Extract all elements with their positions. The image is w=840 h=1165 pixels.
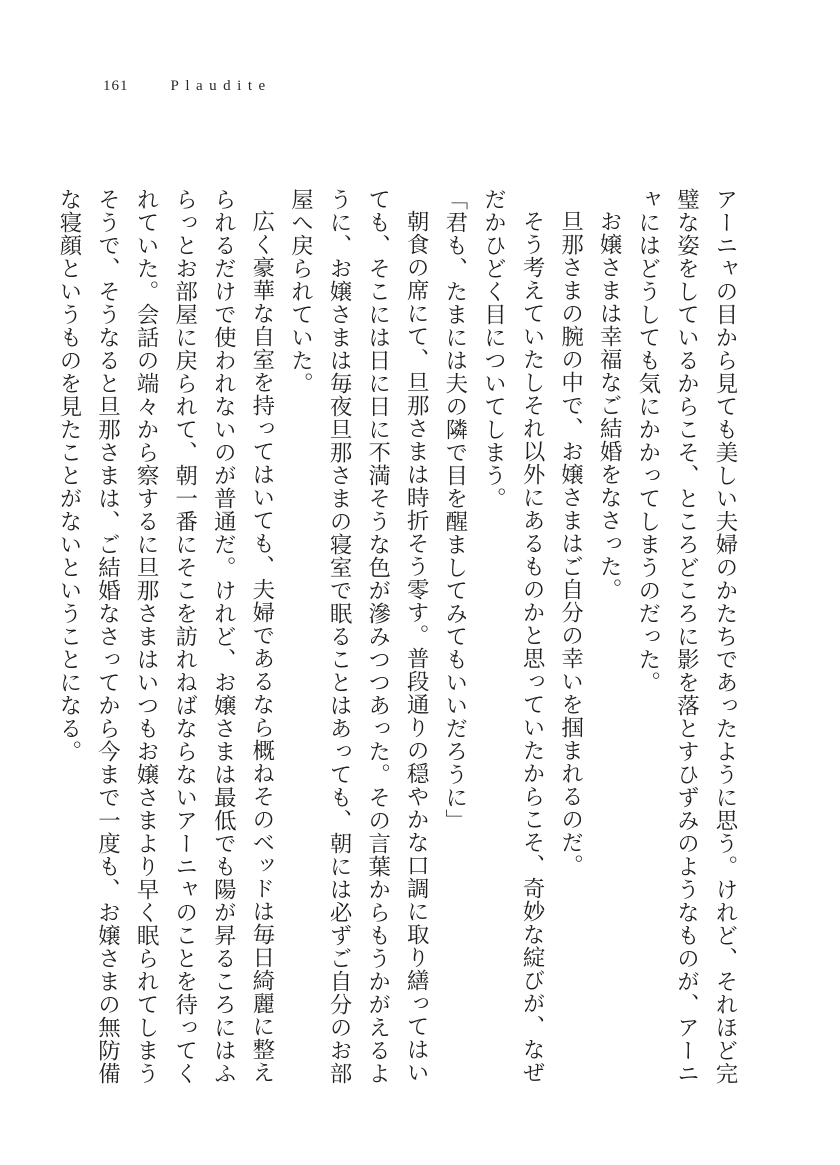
paragraph-1: アーニャの目から見ても美しい夫婦のかたちであったように思う。けれど、それほど完璧な姿をしているからこそ、ところどころに影を落とすひずみのようなものが、アーニャにはどうしても気にかかってしまうのだった。 xyxy=(634,188,738,1085)
vertical-body-text xyxy=(55,188,744,1088)
dialogue-line: 「君も、たまには夫の隣で目を醒ましてみてもいいだろうに」 xyxy=(441,188,468,832)
paragraph-6: 朝食の席にて、旦那さまは時折そう零す。普段通りの穏やかな口調に取り繕ってはいても、そこには日に日に不満そうな色が滲みつつあった。その言葉からもうかがえるように、お嬢さまは毎夜旦那さまの寝室で眠ることはあっても、朝には必ずご自分のお部屋へ戻られていた。 xyxy=(287,188,430,1085)
book-title: Plaudite xyxy=(170,78,272,94)
paragraph-2: お嬢さまは幸福なご結婚をなさった。 xyxy=(596,210,623,602)
paragraph-7: 広く豪華な自室を持ってはいても、夫婦であるなら概ねそのベッドは毎日綺麗に整えられるだけで使われないのが普通だ。けれど、お嬢さまは最低でも陽が昇るころにはふらっとお部屋に戻られて、朝一番にそこを訪れねばならないアーニャのことを待ってくれていた。会話の端々から察するに旦那さまはいつもお嬢さまより早く眠られてしまうそうで、そうなると旦那さまは、ご結婚なさってから今まで一度も、お嬢さまの無防備な寝顔というものを見たことがないということになる。 xyxy=(55,188,275,1085)
page-number: 161 xyxy=(103,78,129,94)
running-header xyxy=(103,78,272,100)
paragraph-4: そう考えていたしそれ以外にあるものかと思っていたからこそ、奇妙な綻びが、なぜだかひどく目についてしまう。 xyxy=(480,188,546,1085)
paragraph-3: 旦那さまの腕の中で、お嬢さまはご自分の幸いを掴まれるのだ。 xyxy=(557,210,584,878)
